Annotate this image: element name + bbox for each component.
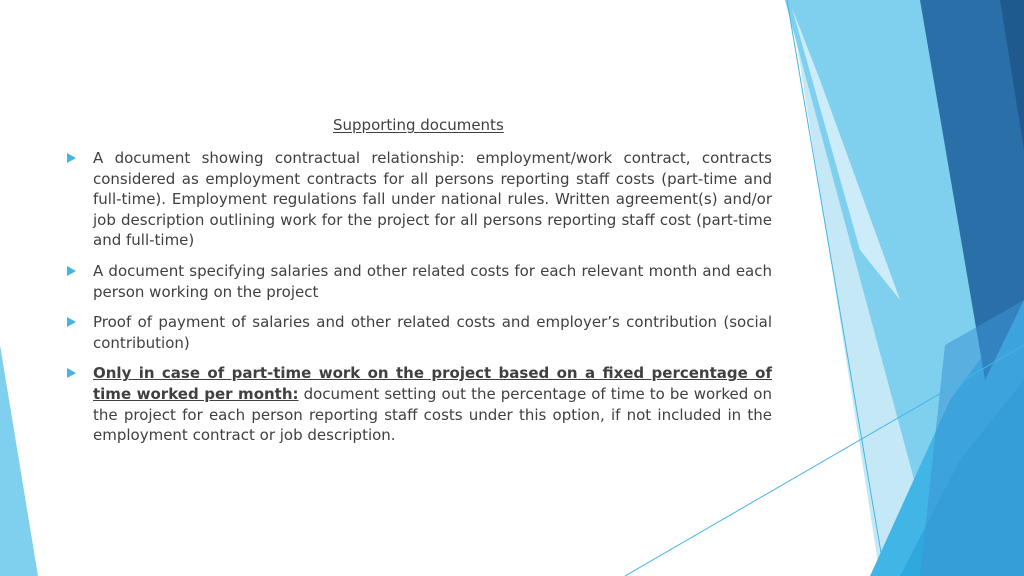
bullet-payment-proof <box>64 312 772 353</box>
bullet-text: A document showing contractual relationship: employment/work contract, contracts considered as employment contracts for all persons reporting staff costs (part-time and full-time). Employment regulations fall under national rules. Written agreement(s) and/or job description outlining work for the project for all persons reporting staff cost (part-time and full-time) <box>93 149 772 250</box>
bullet-arrow-icon <box>67 317 76 327</box>
bullet-arrow-icon <box>67 368 76 378</box>
bullet-part-time <box>64 363 772 445</box>
bullet-text: A document specifying salaries and other related costs for each relevant month and each person working on the project <box>93 261 772 301</box>
left-corner-shape <box>0 345 38 576</box>
bullet-arrow-icon <box>67 266 76 276</box>
bullet-salary-docs <box>64 261 772 302</box>
bullet-emphasis: Only in case of part-time work on the project based on a fixed percentage of time worked per month: <box>93 364 772 403</box>
bullet-arrow-icon <box>67 153 76 163</box>
bullet-text: Proof of payment of salaries and other related costs and employer’s contribution (social contribution) <box>93 313 772 352</box>
slide-title: Supporting documents <box>333 116 504 134</box>
bullet-list <box>64 148 772 456</box>
bullet-contract-docs <box>64 148 772 251</box>
bullet-text: document setting out the percentage of time to be worked on the project for each person reporting staff costs under this option, if not included in the employment contract or job description. <box>93 384 772 445</box>
